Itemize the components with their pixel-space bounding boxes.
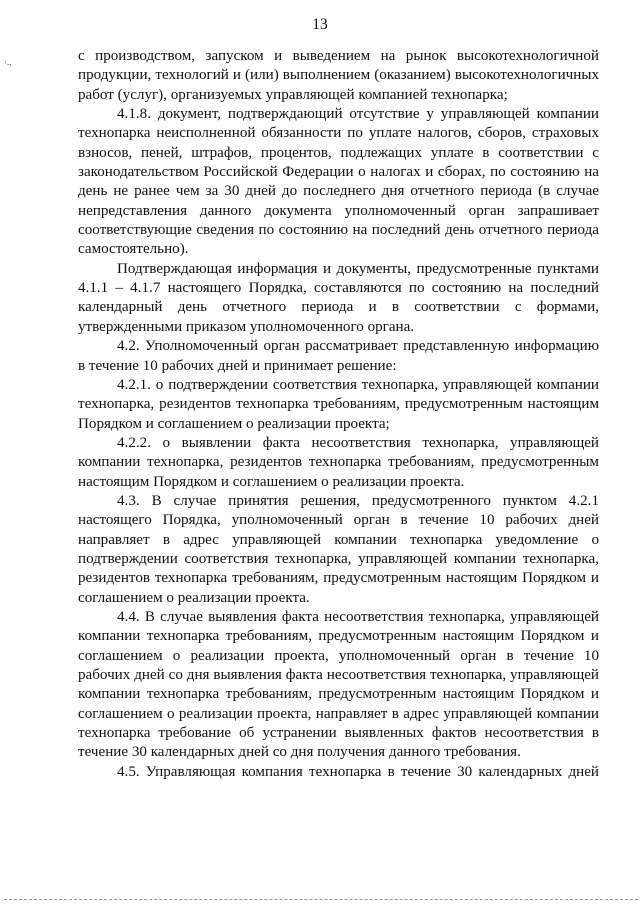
text-line: 10 рабочих дней со дня выявления факта несоответствия технопарка, bbox=[78, 647, 600, 683]
text-line: о подтверждении соответствия технопарка, управляющей компании bbox=[78, 531, 599, 567]
text-line: 4.2.1. о подтверждении соответствия технопарка, управляющей компании bbox=[117, 376, 599, 393]
text-line: компании технопарка требованиям, предусмотренным настоящим Порядком bbox=[78, 628, 585, 645]
body-text bbox=[78, 47, 599, 782]
text-line: технопарка, резидентов технопарка требованиям, предусмотренным настоящим bbox=[78, 396, 599, 413]
text-line: непредставления данного документа уполномоченный орган запрашивает bbox=[78, 202, 599, 219]
paragraph-4-2-1 bbox=[78, 376, 599, 434]
margin-scan-mark: ·., bbox=[4, 57, 12, 67]
text-line: Подтверждающая информация и документы, предусмотренные bbox=[117, 260, 532, 277]
page-number: 13 bbox=[312, 16, 328, 33]
text-line: с законодательством Российской Федерации о налогах и сборах, по состоянию bbox=[78, 144, 599, 181]
footer-rule bbox=[4, 899, 638, 900]
text-line: технопарка; bbox=[431, 86, 508, 103]
text-line: в течение 10 рабочих дней и принимает решение: bbox=[78, 357, 397, 374]
text-line: самостоятельно). bbox=[78, 241, 189, 258]
text-line: соответствующие сведения по состоянию на последний день отчетного периода bbox=[78, 222, 599, 239]
paragraph-4-2 bbox=[78, 337, 599, 376]
text-line: высокотехнологичных работ (услуг), организуемых управляющей компанией bbox=[78, 67, 600, 103]
text-line: управляющей компании технопарка требованиям, предусмотренным bbox=[78, 667, 599, 703]
text-line: компании технопарка, резидентов технопарка требованиям, предусмотренным bbox=[78, 454, 599, 471]
text-line: 4.1.8. документ, подтверждающий отсутствие у управляющей компании bbox=[117, 106, 599, 123]
text-line: направляет в адрес управляющей компании технопарка уведомление bbox=[78, 531, 579, 548]
text-line: данного требования. bbox=[388, 744, 521, 761]
paragraph-confirming-info bbox=[78, 260, 599, 337]
text-line: с производством, запуском и выведением на рынок высокотехнологичной bbox=[78, 48, 599, 64]
text-line: Порядком и соглашением о реализации проекта; bbox=[78, 415, 390, 432]
text-line: и соглашением о реализации проекта, уполномоченный орган в течение bbox=[78, 628, 599, 664]
text-line: на день не ранее чем за 30 дней до последнего дня отчетного периода (в случае bbox=[78, 164, 599, 200]
text-line: 4.2. Уполномоченный орган рассматривает представленную информацию bbox=[117, 338, 599, 355]
text-line: управляющей компании технопарка требование об устранении выявленных bbox=[78, 705, 600, 742]
paragraph-4-2-2 bbox=[78, 434, 599, 492]
text-line: технопарка неисполненной обязанности по уплате налогов, сборов, страховых bbox=[78, 125, 599, 142]
text-line: 4.5. Управляющая компания технопарка в течение 30 календарных дней bbox=[117, 763, 599, 780]
text-line: взносов, пеней, штрафов, процентов, подлежащих уплате в соответствии bbox=[78, 144, 584, 161]
text-line: настоящим Порядком и соглашением о реализации проекта. bbox=[78, 473, 465, 490]
text-line: 4.4. В случае выявления факта несоответствия технопарка, управляющей bbox=[117, 608, 599, 625]
text-line: 4.3. В случае принятия решения, предусмотренного пунктом 4.2.1 bbox=[117, 492, 599, 509]
paragraph-continuation bbox=[78, 47, 599, 105]
text-line: 4.2.2. о выявлении факта несоответствия технопарка, управляющей bbox=[117, 434, 599, 451]
text-line: пунктами 4.1.1 – 4.1.7 настоящего Порядка, составляются по состоянию bbox=[78, 260, 599, 297]
text-line: на последний календарный день отчетного периода и в соответствии bbox=[78, 280, 600, 316]
text-line: технопарка, резидентов технопарка требованиям, предусмотренным настоящим bbox=[78, 550, 599, 587]
text-line: настоящим Порядком и соглашением о реализации проекта, направляет в адрес bbox=[78, 686, 599, 722]
text-line: Порядком и соглашением о реализации проекта. bbox=[78, 570, 599, 606]
paragraph-4-3 bbox=[78, 492, 599, 608]
text-line: фактов несоответствия в течение 30 календарных дней со дня получения bbox=[78, 725, 599, 761]
text-line: продукции, технологий и (или) выполнением (оказанием) bbox=[78, 67, 451, 84]
paragraph-4-1-8 bbox=[78, 105, 599, 260]
paragraph-4-5 bbox=[78, 763, 599, 782]
text-line: с формами, утвержденными приказом уполномоченного органа. bbox=[78, 299, 599, 335]
paragraph-4-4 bbox=[78, 608, 599, 763]
text-line: настоящего Порядка, уполномоченный орган в течение 10 рабочих дней bbox=[78, 512, 599, 529]
